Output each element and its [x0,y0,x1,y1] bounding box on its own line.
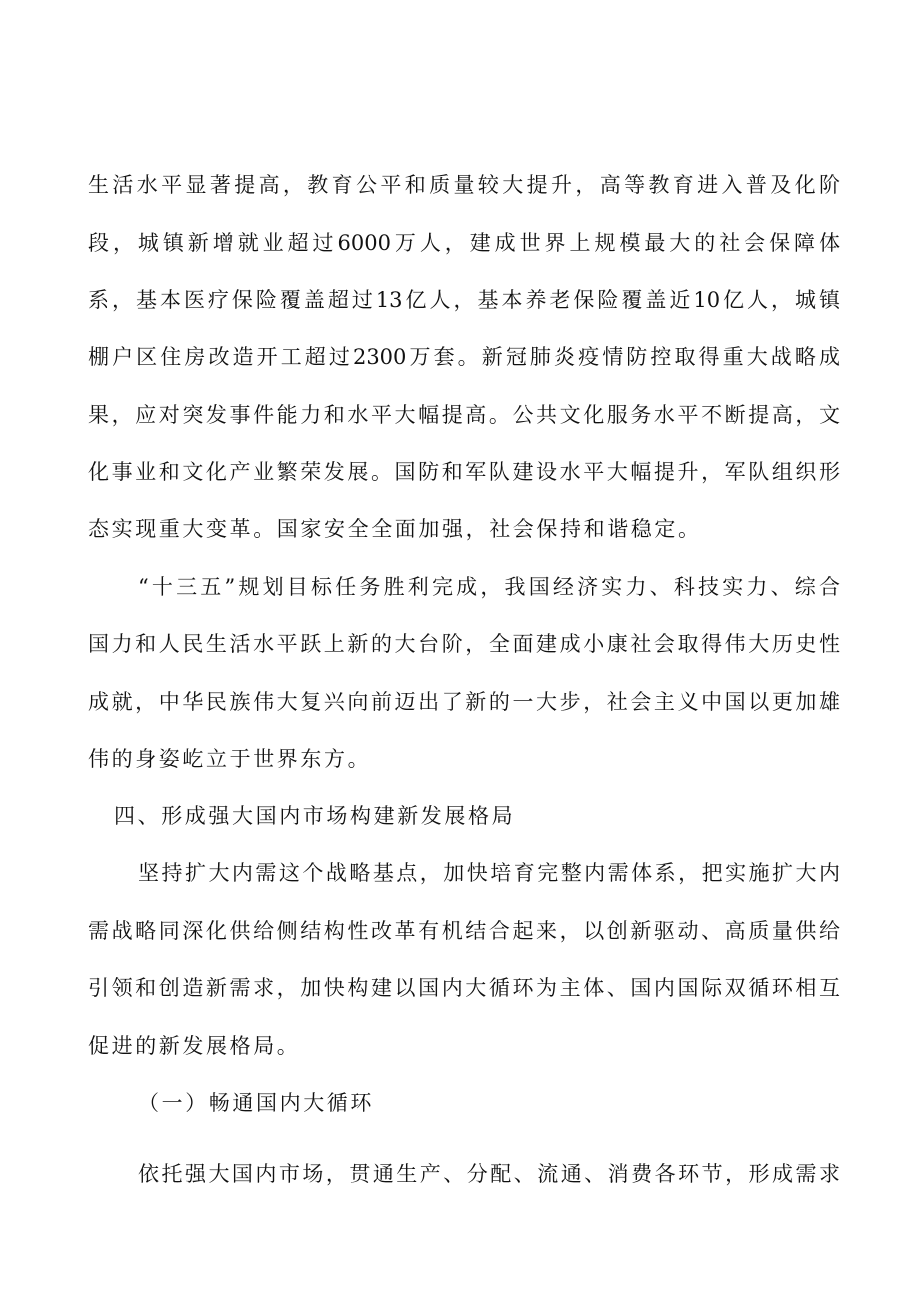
text-line: 果，应对突发事件能力和水平大幅提高。公共文化服务水平不断提高，文 [88,403,840,427]
text-line: 伟的身姿屹立于世界东方。 [88,747,372,771]
text-line: 引领和创造新需求，加快构建以国内大循环为主体、国内国际双循环相互 [88,976,840,1000]
text-line: 系，基本医疗保险覆盖超过13亿人，基本养老保险覆盖近10亿人，城镇 [88,288,840,312]
text-line: “十三五”规划目标任务胜利完成，我国经济实力、科技实力、综合 [138,575,840,599]
section-heading: 四、形成强大国内市场构建新发展格局 [114,804,516,828]
subsection-heading: （一）畅通国内大循环 [138,1091,374,1115]
text-line: 需战略同深化供给侧结构性改革有机结合起来，以创新驱动、高质量供给 [88,919,840,943]
text-line: 坚持扩大内需这个战略基点，加快培育完整内需体系，把实施扩大内 [138,861,840,885]
text-line: 促进的新发展格局。 [88,1034,301,1058]
text-line: 化事业和文化产业繁荣发展。国防和军队建设水平大幅提升，军队组织形 [88,460,840,484]
text-line: 生活水平显著提高，教育公平和质量较大提升，高等教育进入普及化阶 [88,173,840,197]
text-line: 段，城镇新增就业超过6000万人，建成世界上规模最大的社会保障体 [88,231,840,255]
text-line: 棚户区住房改造开工超过2300万套。新冠肺炎疫情防控取得重大战略成 [88,345,840,369]
text-line: 国力和人民生活水平跃上新的大台阶，全面建成小康社会取得伟大历史性 [88,632,840,656]
text-line: 依托强大国内市场，贯通生产、分配、流通、消费各环节，形成需求 [138,1162,840,1186]
text-line: 态实现重大变革。国家安全全面加强，社会保持和谐稳定。 [88,517,702,541]
text-line: 成就，中华民族伟大复兴向前迈出了新的一大步，社会主义中国以更加雄 [88,690,840,714]
